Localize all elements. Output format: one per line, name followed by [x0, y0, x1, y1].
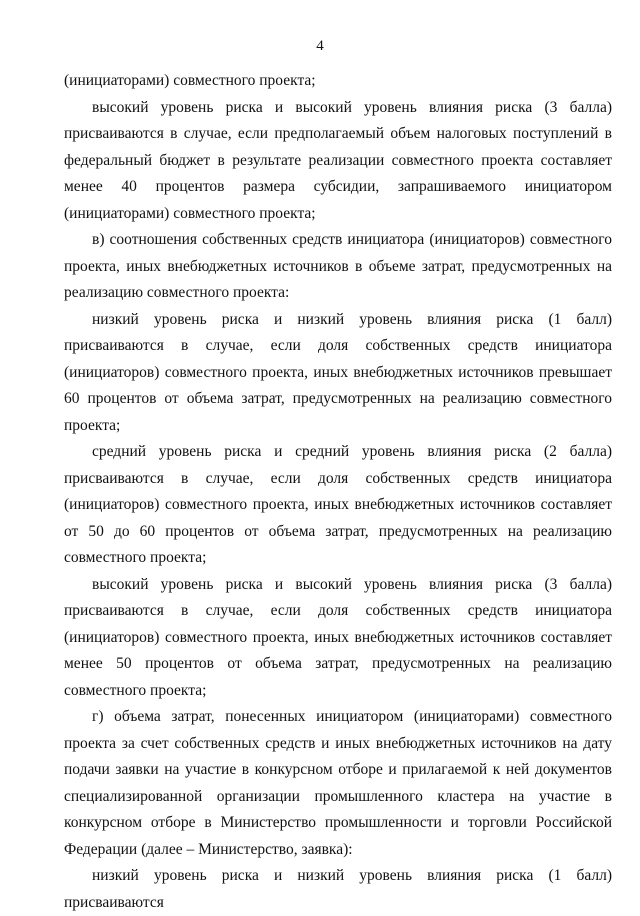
paragraph-item-g: г) объема затрат, понесенных инициатором (инициаторами) совместного проекта за счет собственных средств и иных внебюджетных источников на дату подачи заявки на участие в конкурсном отборе и прилагаемой к ней документов специализированной организации промышленного кластера на участие в конкурсном отборе в Министерство промышленности и торговли Российской Федерации (далее – Министерство, заявка):: [64, 708, 612, 858]
paragraph-low-risk-costs: низкий уровень риска и низкий уровень влияния риска (1 балл) присваиваются: [64, 867, 612, 911]
page-number: 4: [316, 38, 324, 54]
paragraph-high-risk-tax: высокий уровень риска и высокий уровень влияния риска (3 балла) присваиваются в случае, если предполагаемый объем налоговых поступлений в федеральный бюджет в результате реализации совместного проекта составляет менее 40 процентов размера субсидии, запрашиваемого инициатором (инициаторами) совместного проекта;: [64, 98, 612, 222]
paragraph-item-v: в) соотношения собственных средств инициатора (инициаторов) совместного проекта, иных внебюджетных источников в объеме затрат, предусмотренных на реализацию совместного проекта:: [64, 231, 612, 301]
document-body: [64, 68, 612, 916]
paragraph-high-risk-own-funds: высокий уровень риска и высокий уровень влияния риска (3 балла) присваиваются в случае, если доля собственных средств инициатора (инициаторов) совместного проекта, иных внебюджетных источников составляет менее 50 процентов от объема затрат, предусмотренных на реализацию совместного проекта;: [64, 575, 612, 699]
paragraph-low-risk-own-funds: низкий уровень риска и низкий уровень влияния риска (1 балл) присваиваются в случае, если доля собственных средств инициатора (инициаторов) совместного проекта, иных внебюджетных источников превышает 60 процентов от объема затрат, предусмотренных на реализацию совместного проекта;: [64, 310, 612, 434]
paragraph-continuation: (инициаторами) совместного проекта;: [64, 72, 316, 89]
paragraph-medium-risk-own-funds: средний уровень риска и средний уровень влияния риска (2 балла) присваиваются в случае, если доля собственных средств инициатора (инициаторов) совместного проекта, иных внебюджетных источников составляет от 50 до 60 процентов от объема затрат, предусмотренных на реализацию совместного проекта;: [64, 443, 612, 566]
